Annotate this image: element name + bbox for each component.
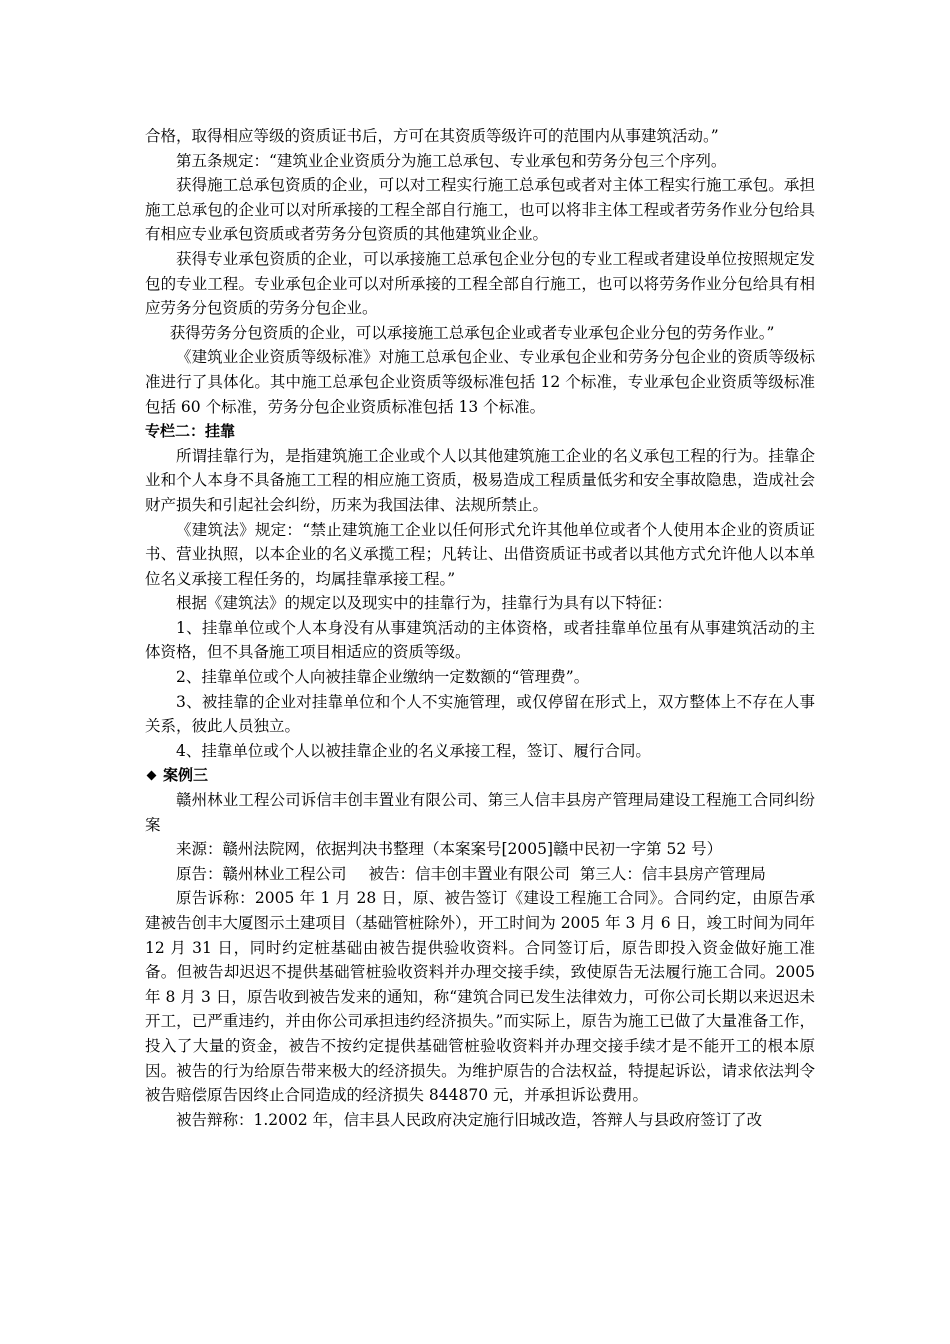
third-party: 第三人：信丰县房产管理局 [579, 864, 766, 883]
paragraph-article-five: 第五条规定：“建筑业企业资质分为施工总承包、专业承包和劳务分包三个序列。 [176, 151, 727, 170]
diamond-bullet-icon [147, 771, 157, 781]
section-heading-affiliation: 专栏二：挂靠 [145, 422, 236, 441]
paragraph-construction-law: 《建筑法》规定：“禁止建筑施工企业以任何形式允许其他单位或者个人使用本企业的资质证书、营业执照，以本企业的名义承揽工程；凡转让、出借资质证书或者以其他方式允许他人以本单位名义承接工程任务的，均属挂靠承接工程。” [145, 520, 815, 588]
list-item-feature-3: 3、被挂靠的企业对挂靠单位和个人不实施管理，或仅停留在形式上，双方整体上不存在人事关系，彼此人员独立。 [145, 692, 815, 736]
paragraph-affiliation-definition: 所谓挂靠行为，是指建筑施工企业或个人以其他建筑施工企业的名义承包工程的行为。挂靠企业和个人本身不具备施工工程的相应施工资质，极易造成工程质量低劣和安全事故隐患，造成社会财产损失和引起社会纠纷，历来为我国法律、法规所禁止。 [145, 446, 815, 514]
document-page [145, 124, 815, 1132]
paragraph-qualification-end: 合格，取得相应等级的资质证书后，方可在其资质等级许可的范围内从事建筑活动。” [145, 127, 719, 145]
list-item-feature-2: 2、挂靠单位或个人向被挂靠企业缴纳一定数额的“管理费”。 [176, 668, 590, 687]
paragraph-defendant-reply: 被告辩称：1.2002 年，信丰县人民政府决定施行旧城改造，答辩人与县政府签订了改 [176, 1110, 763, 1129]
paragraph-plaintiff-claim: 原告诉称：2005 年 1 月 28 日，原、被告签订《建设工程施工合同》。合同约定，由原告承建被告创丰大厦图示土建项目（基础管桩除外），开工时间为 2005 年 3 月 6 日，竣工时间为同年 12 月 31 日，同时约定桩基础由被告提供验收资料。合同签订后，原告即投入资金做好施工准备。但被告却迟迟不提供基础管桩验收资料并办理交接手续，致使原告无法履行施工合同。2005 年 8 月 3 日，原告收到被告发来的通知，称“建筑合同已发生法律效力，可你公司长期以来迟迟未开工，已严重违约，并由你公司承担违约经济损失。”而实际上，原告为施工已做了大量准备工作，投入了大量的资金，被告不按约定提供基础管桩验收资料并办理交接手续才是不能开工的根本原因。被告的行为给原告带来极大的经济损失。为维护原告的合法权益，特提起诉讼，请求依法判令被告赔偿原告因终止合同造成的经济损失 844870 元，并承担诉讼费用。 [145, 889, 815, 1105]
paragraph-labor-subcontracting: 获得劳务分包资质的企业，可以承接施工总承包企业或者专业承包企业分包的劳务作业。” [169, 323, 775, 342]
paragraph-general-contracting: 获得施工总承包资质的企业，可以对工程实行施工总承包或者对主体工程实行施工承包。承担施工总承包的企业可以对所承接的工程全部自行施工，也可以将非主体工程或者劳务作业分包给具有相应专业承包资质或者劳务分包资质的其他建筑业企业。 [145, 176, 815, 244]
list-item-feature-1: 1、挂靠单位或个人本身没有从事建筑活动的主体资格，或者挂靠单位虽有从事建筑活动的主体资格，但不具备施工项目相适应的资质等级。 [145, 618, 815, 662]
paragraph-specialty-contracting: 获得专业承包资质的企业，可以承接施工总承包企业分包的专业工程或者建设单位按照规定发包的专业工程。专业承包企业可以对所承接的工程全部自行施工，也可以将劳务作业分包给具有相应劳务分包资质的劳务分包企业。 [145, 249, 815, 318]
paragraph-affiliation-features-intro: 根据《建筑法》的规定以及现实中的挂靠行为，挂靠行为具有以下特征： [176, 594, 673, 613]
paragraph-case-parties [145, 862, 815, 887]
paragraph-qualification-standards: 《建筑业企业资质等级标准》对施工总承包企业、专业承包企业和劳务分包企业的资质等级标准进行了具体化。其中施工总承包企业资质等级标准包括 12 个标准，专业承包企业资质等级标准包括 60 个标准，劳务分包企业资质标准包括 13 个标准。 [145, 348, 815, 416]
plaintiff: 原告：赣州林业工程公司 [176, 864, 347, 883]
paragraph-case-title: 赣州林业工程公司诉信丰创丰置业有限公司、第三人信丰县房产管理局建设工程施工合同纠纷案 [145, 791, 815, 834]
paragraph-case-source: 来源：赣州法院网，依据判决书整理（本案案号[2005]赣中民初一字第 52 号） [176, 840, 723, 859]
list-item-feature-4: 4、挂靠单位或个人以被挂靠企业的名义承接工程，签订、履行合同。 [176, 741, 651, 760]
case-heading-label: 案例三 [163, 766, 209, 785]
case-heading [145, 763, 815, 788]
defendant: 被告：信丰创丰置业有限公司 [368, 864, 571, 883]
